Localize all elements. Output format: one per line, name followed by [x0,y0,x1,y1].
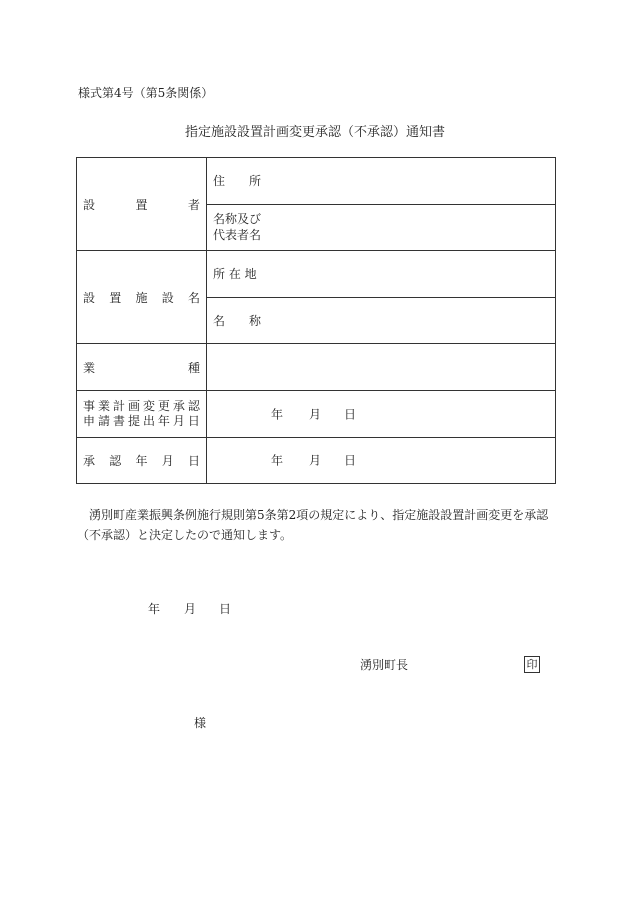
addressee-honorific: 様 [194,716,207,730]
application-month-label: 月 [309,407,322,422]
facility-location-cell[interactable] [207,251,556,298]
name-representative-label-2: 代表者名 [213,228,262,243]
table-row-application-date [77,390,556,437]
table-row-approval-date [77,437,556,484]
approval-day-label: 日 [344,453,357,468]
issue-date-month: 月 [184,602,197,616]
facility-name-cell[interactable] [207,297,556,344]
industry-label-cell [77,344,207,391]
approval-date-label-cell [77,437,207,484]
application-date-label-line2: 申 請 書 提 出 年 月 日 [83,413,200,428]
address-label: 住 所 [213,174,262,189]
seal-mark: 印 [524,656,540,673]
application-day-label: 日 [344,407,357,422]
application-date-label-cell [77,390,207,437]
facility-label-cell [77,251,207,344]
notification-form-table [76,157,556,484]
installer-address-cell[interactable] [207,158,556,205]
location-label: 所 在 地 [213,267,257,282]
industry-label: 業 種 [83,360,200,375]
application-year-label: 年 [271,407,284,422]
table-row-facility-location [77,251,556,298]
approval-date-label: 承 認 年 月 日 [83,453,200,468]
issue-date-year: 年 [148,602,161,616]
table-row-industry [77,344,556,391]
installer-label-cell [77,158,207,251]
application-date-cell[interactable] [207,390,556,437]
installer-name-cell[interactable] [207,204,556,251]
issue-date-day: 日 [219,602,232,616]
application-date-label-line1: 事 業 計 画 変 更 承 認 [83,398,200,413]
body-paragraph: 湧別町産業振興条例施行規則第5条第2項の規定により、指定施設設置計画変更を承認（不承認）と決定したので通知します。 [77,508,549,542]
approval-month-label: 月 [309,453,322,468]
table-row-installer-address [77,158,556,205]
form-number: 様式第4号（第5条関係） [78,86,214,100]
name-representative-label-1: 名称及び [213,212,262,227]
facility-name-label: 名 称 [213,314,262,329]
issuer-name: 湧別町長 [360,658,409,672]
installer-label: 設 置 者 [83,197,200,212]
facility-label: 設 置 施 設 名 [83,290,200,305]
document-title: 指定施設設置計画変更承認（不承認）通知書 [184,125,445,140]
industry-cell[interactable] [207,344,556,391]
approval-date-cell[interactable] [207,437,556,484]
approval-year-label: 年 [271,453,284,468]
